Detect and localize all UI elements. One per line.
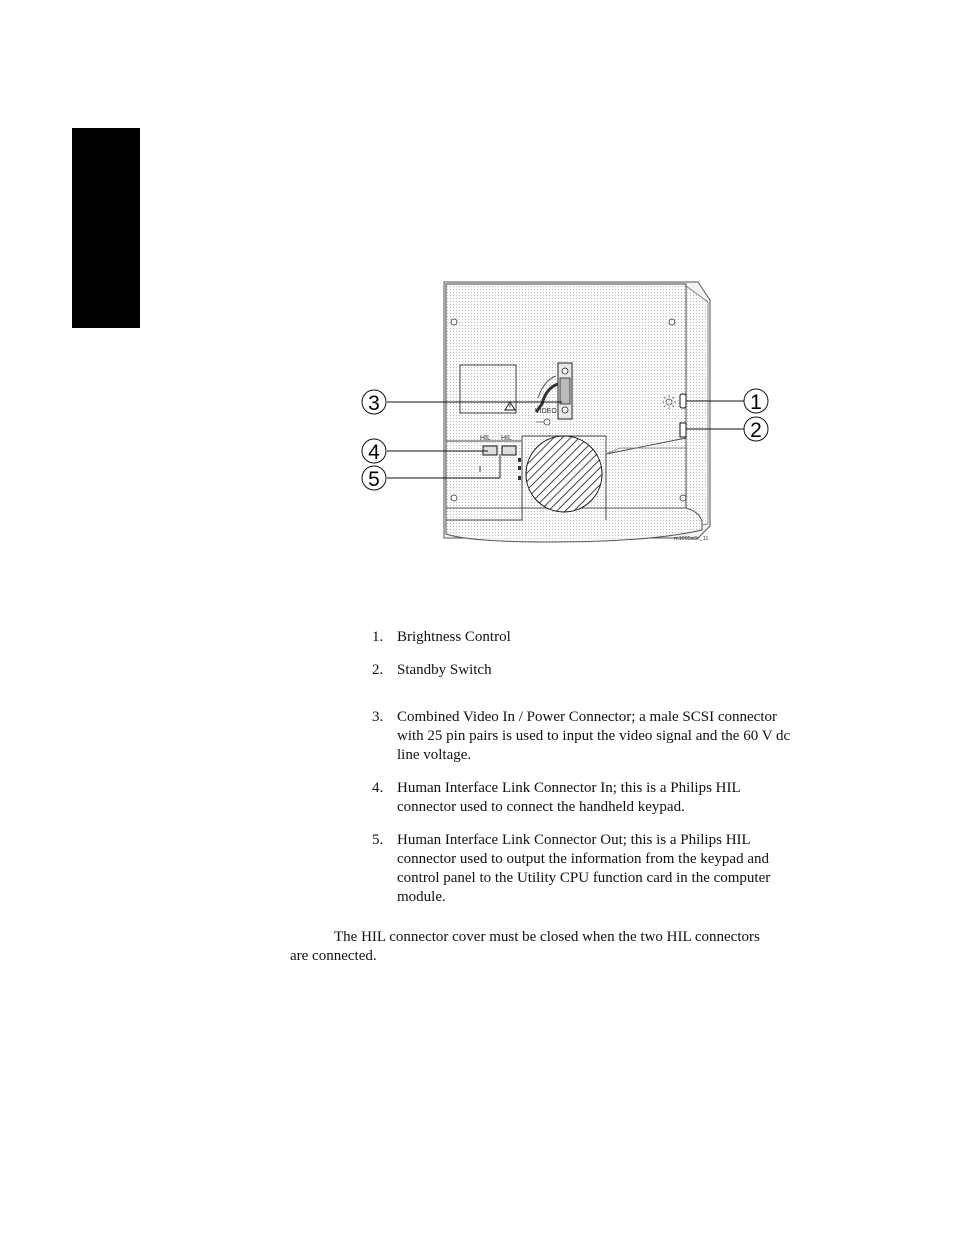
callout-5 — [362, 466, 386, 491]
svg-text:4: 4 — [368, 441, 380, 464]
list-item: 2. Standby Switch — [372, 662, 492, 678]
list-item: 4. Human Interface Link Connector In; this is a Philips HIL connector used to connect the handheld keypad. — [372, 780, 741, 815]
hil-in-connector — [483, 446, 497, 455]
list-item: 5. Human Interface Link Connector Out; this is a Philips HIL connector used to output the information from the keypad and control panel to the Utility CPU function card in the computer module. — [372, 832, 771, 905]
brightness-knob — [680, 394, 686, 408]
speaker-grille — [526, 436, 602, 512]
svg-text:5: 5 — [368, 468, 380, 491]
list-item: 3. Combined Video In / Power Connector; a male SCSI connector with 25 pin pairs is used to input the video signal and the 60 V dc line voltage. — [372, 709, 791, 763]
rear-panel-drawing — [350, 276, 762, 551]
list-item: 1. Brightness Control — [372, 629, 511, 645]
svg-text:3: 3 — [368, 392, 380, 415]
rear-panel-figure — [350, 276, 762, 551]
connector-list — [372, 628, 792, 907]
callout-3 — [362, 390, 386, 415]
svg-text:2: 2 — [750, 419, 762, 442]
hil-cover-note: The HIL connector cover must be closed when the two HIL connectors are connected. — [290, 929, 760, 964]
hil-out-label: HIL — [501, 435, 512, 442]
callout-2 — [744, 417, 768, 442]
hil-out-connector — [502, 446, 516, 455]
callout-1 — [744, 389, 768, 414]
figure-id-label: m1095a3c_11 — [674, 536, 709, 542]
section-tab-marker — [72, 128, 140, 328]
standby-switch — [680, 423, 686, 437]
callout-4 — [362, 439, 386, 464]
svg-text:1: 1 — [750, 391, 762, 414]
hil-in-label: HIL — [480, 435, 491, 442]
video-label: VIDEO — [535, 408, 557, 415]
